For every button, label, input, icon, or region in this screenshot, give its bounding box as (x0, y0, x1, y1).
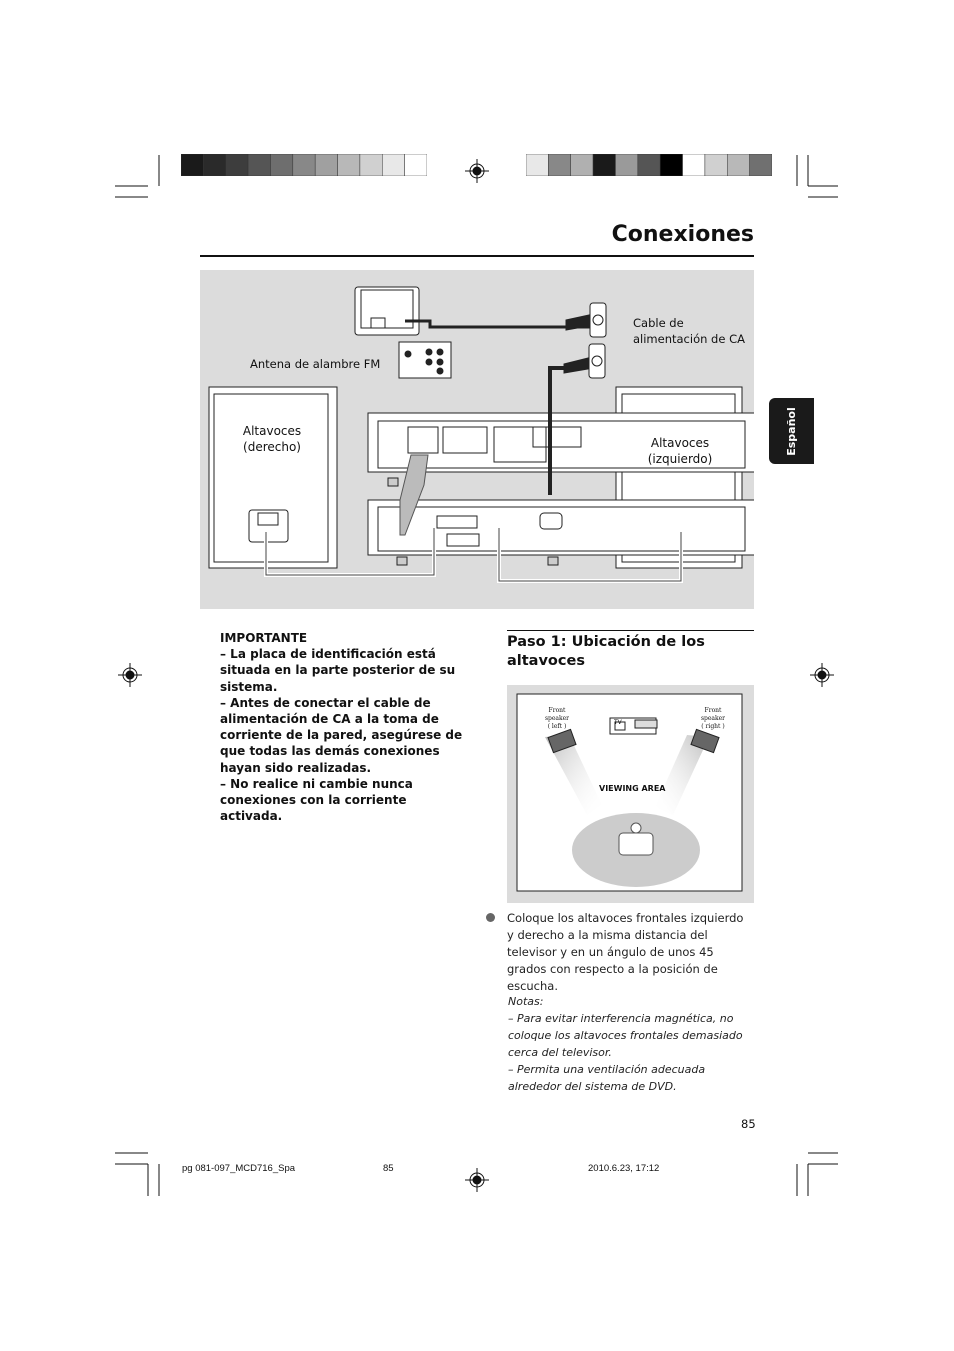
footer-date: 2010.6.23, 17:12 (588, 1163, 660, 1174)
calibration-swatch (571, 154, 593, 176)
step-instruction: Coloque los altavoces frontales izquierdo y derecho a la misma distancia del televisor y en un ángulo de unos 45 grados con respecto a la posición de escucha. (507, 911, 744, 993)
speaker-right-illustration (209, 387, 337, 568)
calibration-swatch (203, 154, 225, 176)
language-tab-label (769, 398, 814, 464)
footer-page: 85 (383, 1163, 394, 1174)
front-right-label: Front speaker ( right ) (700, 707, 726, 730)
important-item: – La placa de identificación está situada en la parte posterior de su sistema. (220, 647, 456, 694)
step-title: Paso 1: Ubicación de los altavoces (507, 634, 705, 669)
calibration-swatch (548, 154, 570, 176)
calibration-swatch (615, 154, 637, 176)
registration-target-left (118, 663, 142, 687)
important-heading: IMPORTANTE (220, 631, 308, 645)
speaker-left-label: Altavoces (izquierdo) (647, 436, 713, 466)
calibration-swatch (638, 154, 660, 176)
speaker-right-label: Altavoces (derecho) (242, 424, 302, 454)
calibration-swatch (360, 154, 382, 176)
calibration-swatch (338, 154, 360, 176)
calibration-bar-left (181, 154, 427, 176)
notes-heading: Notas: (508, 995, 544, 1008)
registration-target-right (810, 663, 834, 687)
important-notice (220, 630, 470, 824)
calibration-swatch (293, 154, 315, 176)
calibration-swatch (526, 154, 548, 176)
important-item: – Antes de conectar el cable de alimentación de CA a la toma de corriente de la pared, asegúrese de que todas las demás conexiones hayan sido realizadas. (220, 695, 463, 775)
tv-label: TV (614, 719, 622, 726)
wall-outlets (564, 303, 606, 378)
fm-antenna-label: Antena de alambre FM (250, 357, 381, 371)
calibration-swatch (593, 154, 615, 176)
registration-target-top (465, 159, 489, 183)
viewing-area-label: VIEWING AREA (599, 784, 666, 793)
calibration-bar-right (526, 154, 772, 176)
important-item: – No realice ni cambie nunca conexiones con la corriente activada. (220, 776, 413, 824)
note-item: – Permita una ventilación adecuada alrededor del sistema de DVD. (508, 1063, 706, 1093)
calibration-swatch (226, 154, 248, 176)
note-item: – Para evitar interferencia magnética, no coloque los altavoces frontales demasiado cerca del televisor. (508, 1012, 743, 1059)
bullet-icon (486, 913, 495, 922)
language-tab-text: Español (785, 406, 798, 456)
calibration-swatch (248, 154, 270, 176)
step-rule (507, 630, 754, 631)
calibration-swatch (660, 154, 682, 176)
calibration-swatch (705, 154, 727, 176)
calibration-swatch (181, 154, 203, 176)
calibration-swatch (750, 154, 772, 176)
calibration-swatch (727, 154, 749, 176)
calibration-swatch (683, 154, 705, 176)
registration-target-bottom (465, 1168, 489, 1192)
calibration-swatch (270, 154, 292, 176)
tv-illustration (355, 287, 419, 335)
fm-antenna-box (399, 342, 451, 378)
calibration-swatch (382, 154, 404, 176)
notes (508, 993, 754, 1095)
calibration-swatch (405, 154, 427, 176)
footer-file: pg 081-097_MCD716_Spa (182, 1163, 296, 1174)
title-rule (200, 255, 754, 257)
calibration-swatch (315, 154, 337, 176)
page-title: Conexiones (611, 222, 754, 247)
front-left-label: Front speaker ( left ) (544, 707, 570, 730)
connection-diagram (200, 270, 754, 609)
page-number: 85 (741, 1117, 756, 1131)
ac-cable-label: Cable de alimentación de CA (633, 316, 745, 346)
speaker-placement-figure (507, 685, 754, 903)
